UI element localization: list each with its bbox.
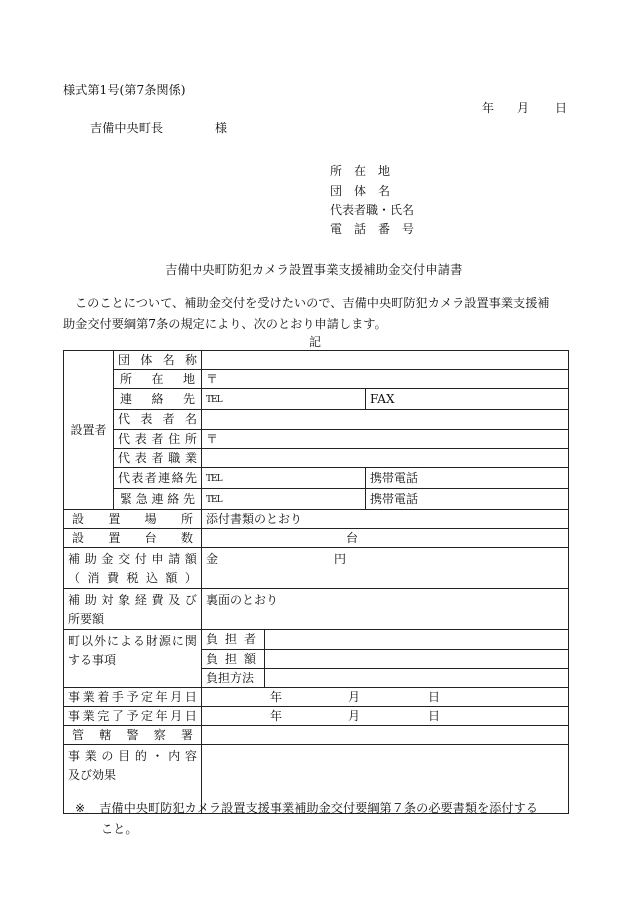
- label-end-date: 事 業 完 了 予 定 年 月 日: [68, 709, 197, 724]
- label-rep-occupation: 代 表 者 職 業: [118, 450, 197, 465]
- count-field[interactable]: [202, 529, 569, 548]
- row-label-cell: [114, 351, 202, 370]
- table-row: [64, 726, 569, 745]
- label-address: 所 在 地: [120, 372, 195, 387]
- row-label-cell: [114, 467, 202, 488]
- row-label-cell: [114, 488, 202, 509]
- rep-occupation-field[interactable]: [202, 448, 569, 467]
- body-line-1: このことについて、補助金交付を受けたいので、吉備中央町防犯カメラ設置事業支援補: [75, 296, 550, 310]
- form-number: 様式第1号(第7条関係): [63, 83, 186, 97]
- amount-unit: 円: [334, 552, 347, 567]
- table-row: [64, 548, 569, 589]
- row-label-cell: [114, 429, 202, 448]
- location-value: 添付書類のとおり: [206, 512, 303, 527]
- start-month: 月: [348, 689, 361, 704]
- amount-prefix: 金: [206, 552, 219, 567]
- label-expense-1: 補 助 対 象 経 費 及 び: [68, 593, 197, 608]
- label-contact: 連 絡 先: [120, 392, 195, 407]
- label-funding-1: 町 以 外 に よ る 財 源 に 関: [68, 634, 197, 649]
- emergency-tel-field[interactable]: [202, 488, 366, 509]
- label-rep-contact: 代 表 者 連 絡 先: [118, 470, 197, 485]
- label-police: 管 轄 警 察 署: [72, 728, 193, 743]
- label-rep-name: 代 表 者 名: [118, 412, 197, 427]
- row-label-cell: [64, 630, 202, 688]
- burden-party-field[interactable]: [265, 630, 569, 649]
- row-label-cell: [202, 668, 265, 687]
- footnote: [75, 798, 565, 840]
- label-location: 設 置 場 所: [72, 512, 193, 527]
- row-label-cell: [114, 448, 202, 467]
- table-row: [64, 630, 569, 649]
- label-burden-amount: 負 担 額: [206, 651, 256, 666]
- mobile-label: 携帯電話: [370, 491, 419, 506]
- group-label: 設置者: [70, 422, 107, 437]
- location-field[interactable]: [202, 509, 569, 528]
- end-year: 年: [270, 709, 283, 724]
- row-label-cell: [114, 410, 202, 429]
- table-row: [64, 370, 569, 389]
- application-table: [63, 350, 569, 814]
- table-row: [64, 509, 569, 528]
- table-row: [64, 410, 569, 429]
- applicant-rep-label: 代表者職・氏名: [330, 203, 415, 217]
- end-month: 月: [348, 709, 361, 724]
- row-label-cell: [202, 649, 265, 668]
- row-label-cell: [64, 589, 202, 630]
- row-label-cell: [114, 389, 202, 410]
- date-day-label: 日: [555, 101, 568, 115]
- table-row: [64, 448, 569, 467]
- address-field[interactable]: [202, 370, 569, 389]
- postal-mark: 〒: [206, 372, 219, 387]
- row-label-cell: [64, 529, 202, 548]
- table-row: [64, 707, 569, 726]
- applicant-address-label: 所 在 地: [330, 164, 391, 178]
- body-text: [63, 293, 568, 335]
- label-amount-1: 補 助 金 交 付 申 請 額: [68, 552, 197, 567]
- row-label-cell: [64, 509, 202, 528]
- label-burden-party: 負 担 者: [206, 632, 256, 647]
- document-title: 吉備中央町防犯カメラ設置事業支援補助金交付申請書: [165, 262, 463, 277]
- start-year: 年: [270, 689, 283, 704]
- rep-tel-field[interactable]: [202, 467, 366, 488]
- burden-method-field[interactable]: [265, 668, 569, 687]
- note-mark: ※: [75, 801, 86, 815]
- label-amount-2: （ 消 費 税 込 額 ）: [68, 571, 197, 586]
- label-purpose-2: 及び効果: [68, 768, 117, 783]
- label-count: 設 置 台 数: [72, 531, 193, 546]
- start-date-field[interactable]: [202, 687, 569, 706]
- burden-amount-field[interactable]: [265, 649, 569, 668]
- date-year-label: 年: [482, 101, 495, 115]
- postal-mark: 〒: [206, 431, 219, 446]
- end-day: 日: [428, 709, 441, 724]
- row-label-cell: [64, 687, 202, 706]
- tel-mark: TEL: [206, 473, 222, 484]
- expense-field[interactable]: [202, 589, 569, 630]
- note-line-2: こと。: [101, 822, 138, 836]
- contact-fax-field[interactable]: [366, 389, 569, 410]
- addressee: 吉備中央町長: [90, 121, 164, 135]
- label-emergency: 緊 急 連 絡 先: [120, 491, 195, 506]
- label-org-name: 団 体 名 称: [118, 353, 197, 368]
- label-funding-2: する事項: [68, 653, 117, 668]
- applicant-phone-label: 電 話 番 号: [330, 222, 415, 236]
- table-row: [64, 389, 569, 410]
- label-purpose-1: 事 業 の 目 的 ・ 内 容: [68, 749, 197, 764]
- note-line-1: 吉備中央町防犯カメラ設置支援事業補助金交付要綱第７条の必要書類を添付する: [99, 801, 538, 815]
- ki-label: 記: [309, 335, 322, 349]
- table-row: [64, 589, 569, 630]
- label-expense-2: 所要額: [68, 612, 105, 627]
- label-start-date: 事 業 着 手 予 定 年 月 日: [68, 689, 197, 704]
- expense-value: 裏面のとおり: [206, 593, 279, 608]
- count-unit: 台: [346, 531, 359, 546]
- contact-tel-field[interactable]: [202, 389, 366, 410]
- applicant-org-label: 団 体 名: [330, 184, 391, 198]
- police-field[interactable]: [202, 726, 569, 745]
- emergency-mobile-field[interactable]: [366, 488, 569, 509]
- table-row: [64, 429, 569, 448]
- label-rep-address: 代 表 者 住 所: [118, 431, 197, 446]
- mobile-label: 携帯電話: [370, 470, 419, 485]
- table-row: [64, 351, 569, 370]
- table-row: [64, 529, 569, 548]
- table-row: [64, 467, 569, 488]
- tel-mark: TEL: [206, 494, 222, 505]
- rep-address-field[interactable]: [202, 429, 569, 448]
- date-month-label: 月: [517, 101, 530, 115]
- row-label-cell: [64, 548, 202, 589]
- org-name-field[interactable]: [202, 351, 569, 370]
- table-row: [64, 687, 569, 706]
- tel-mark: TEL: [206, 395, 222, 406]
- rep-name-field[interactable]: [202, 410, 569, 429]
- label-burden-method: 負担方法: [206, 670, 255, 685]
- rep-mobile-field[interactable]: [366, 467, 569, 488]
- row-label-cell: [64, 707, 202, 726]
- row-label-cell: [202, 630, 265, 649]
- end-date-field[interactable]: [202, 707, 569, 726]
- table-row: [64, 488, 569, 509]
- honorific: 様: [215, 121, 228, 135]
- row-label-cell: [114, 370, 202, 389]
- amount-field[interactable]: [202, 548, 569, 589]
- start-day: 日: [428, 689, 441, 704]
- body-line-2: 助金交付要綱第7条の規定により、次のとおり申請します。: [63, 317, 387, 331]
- group-label-cell: [64, 351, 114, 510]
- row-label-cell: [64, 726, 202, 745]
- fax-label: FAX: [370, 392, 395, 407]
